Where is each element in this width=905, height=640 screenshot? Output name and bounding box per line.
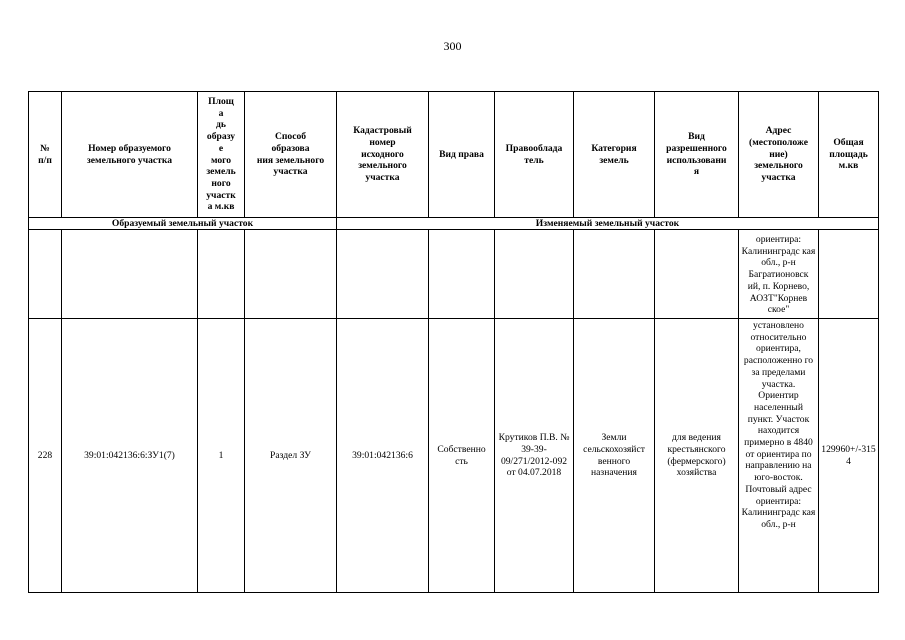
header-total-area: Общая площадь м.кв bbox=[819, 92, 879, 218]
row-category: Земли сельскохозяйст венного назначения bbox=[574, 319, 655, 593]
header-category: Категория земель bbox=[574, 92, 655, 218]
page-number: 300 bbox=[443, 39, 462, 53]
cell-empty bbox=[574, 230, 655, 319]
cell-empty bbox=[819, 230, 879, 319]
row-method: Раздел ЗУ bbox=[245, 319, 337, 593]
row-owner: Крутиков П.В. № 39-39-09/271/2012-092 от 04.07.2018 bbox=[495, 319, 574, 593]
section-changed-plot: Изменяемый земельный участок bbox=[337, 218, 879, 230]
row-new-plot: 39:01:042136:6:ЗУ1(7) bbox=[62, 319, 198, 593]
section-row bbox=[29, 218, 879, 230]
header-area: Площ а дь образу е мого земель ного участк а м.кв bbox=[198, 92, 245, 218]
header-usage: Вид разрешенного использовани я bbox=[655, 92, 739, 218]
header-address: Адрес (местоположе ние) земельного участка bbox=[739, 92, 819, 218]
section-formed-plot: Образуемый земельный участок bbox=[29, 218, 337, 230]
land-plots-table bbox=[28, 91, 879, 593]
row-cadastral: 39:01:042136:6 bbox=[337, 319, 429, 593]
header-number: № п/п bbox=[29, 92, 62, 218]
row-address: установлено относительно ориентира, расположенно го за пределами участка. Ориентир населенный пункт. Участок находится примерно в 4840 от ориентира по направлению на юго-восток. Почтовый адрес ориентира: Калининградс кая обл., р-н bbox=[739, 319, 819, 593]
row-area: 1 bbox=[198, 319, 245, 593]
cell-empty bbox=[198, 230, 245, 319]
table-row bbox=[29, 319, 879, 593]
header-right-type: Вид права bbox=[429, 92, 495, 218]
header-method: Способ образова ния земельного участка bbox=[245, 92, 337, 218]
cell-empty bbox=[495, 230, 574, 319]
header-cadastral: Кадастровый номер исходного земельного участка bbox=[337, 92, 429, 218]
cell-empty bbox=[337, 230, 429, 319]
cell-empty bbox=[429, 230, 495, 319]
cell-empty bbox=[245, 230, 337, 319]
header-new-plot: Номер образуемого земельного участка bbox=[62, 92, 198, 218]
cell-empty bbox=[655, 230, 739, 319]
continuation-address: ориентира: Калининградс кая обл., р-н Багратионовск ий, п. Корнево, АОЗТ"Корнев ское" bbox=[739, 230, 819, 319]
header-owner: Правооблада тель bbox=[495, 92, 574, 218]
header-row bbox=[29, 92, 879, 218]
row-number: 228 bbox=[29, 319, 62, 593]
cell-empty bbox=[62, 230, 198, 319]
cell-empty bbox=[29, 230, 62, 319]
row-total-area: 129960+/-3154 bbox=[819, 319, 879, 593]
row-right-type: Собственно сть bbox=[429, 319, 495, 593]
continuation-row bbox=[29, 230, 879, 319]
row-usage: для ведения крестьянского (фермерского) хозяйства bbox=[655, 319, 739, 593]
